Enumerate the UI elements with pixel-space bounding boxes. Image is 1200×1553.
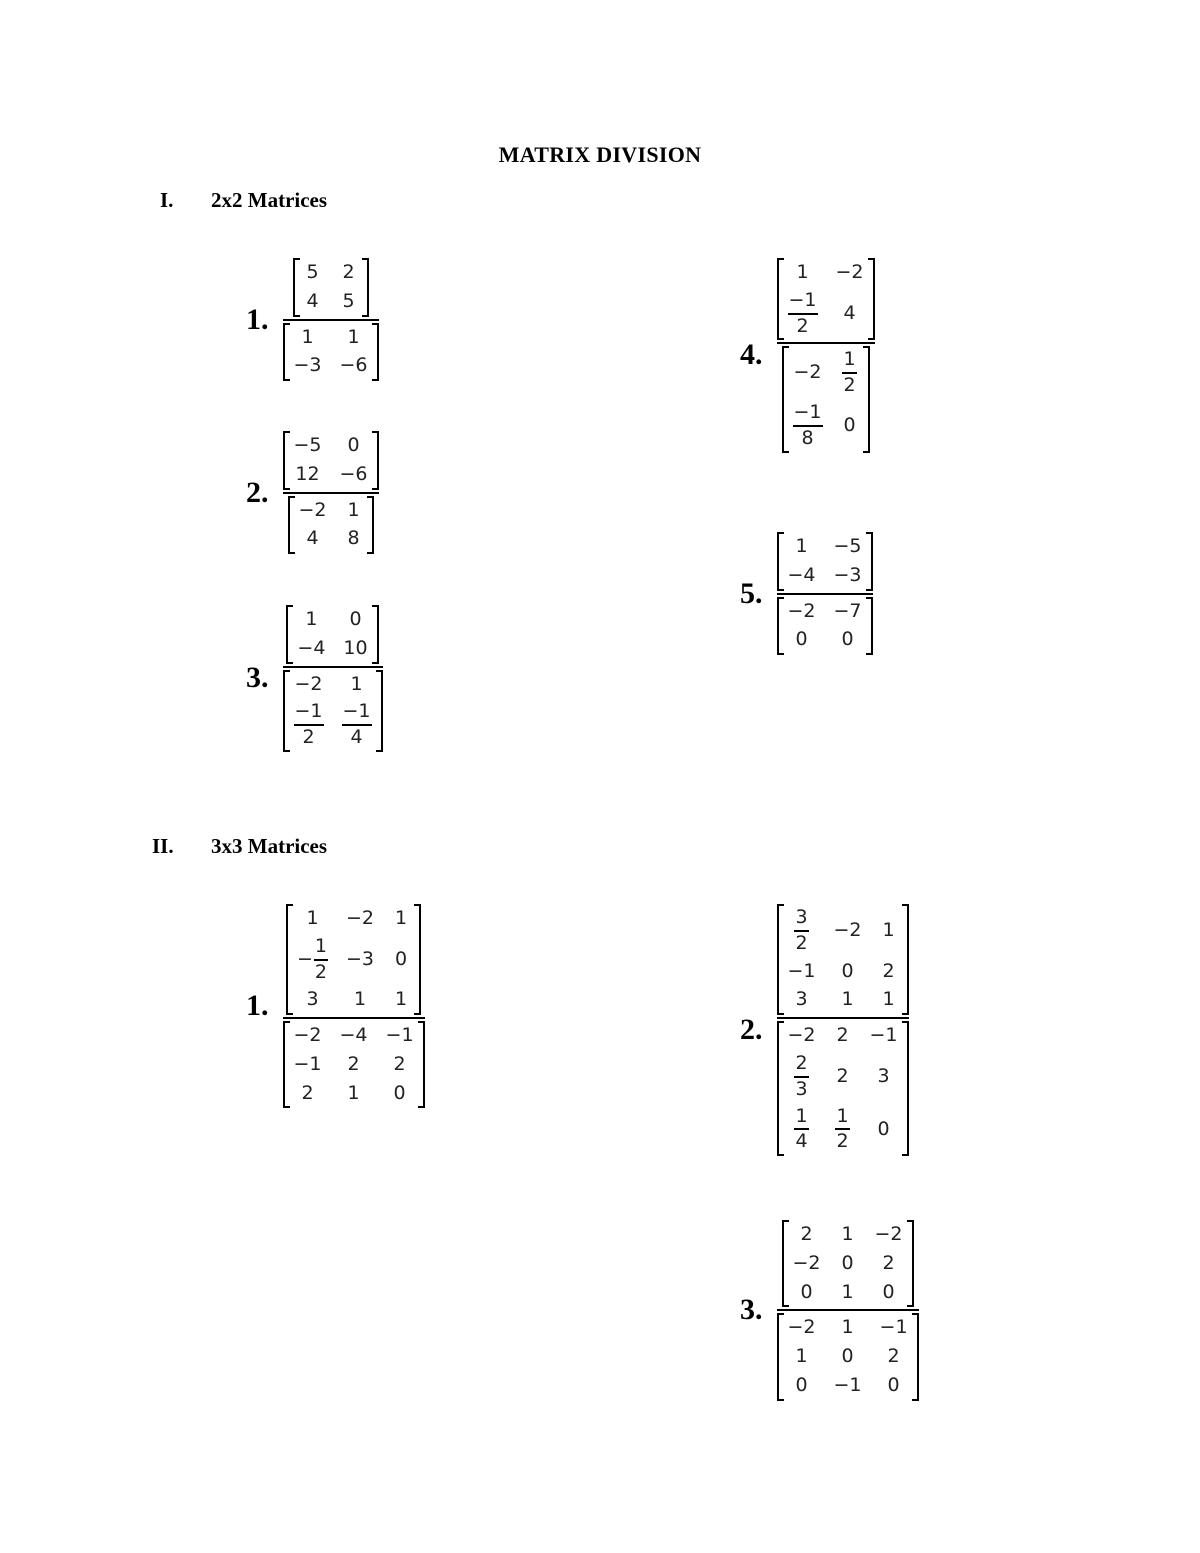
fraction-denominator: 2 [836,1130,849,1153]
matrix-problem [740,904,909,1156]
matrix-cell: −2 [346,907,375,929]
matrix-cell: −5 [833,535,862,557]
matrix-grid [290,670,376,752]
matrix-cell: 0 [877,1117,890,1140]
matrix-cell: −4 [339,1024,368,1047]
minus-sign: − [297,947,313,970]
matrix-cell: 1 [841,1280,854,1303]
matrix-cell: 1 [796,261,809,283]
matrix-grid [300,258,362,317]
matrix-cell: −3 [293,354,322,377]
matrix-grid [789,346,863,452]
matrix-grid [784,258,868,340]
fraction-denominator: 8 [801,426,814,449]
matrix-cell: 1 [394,988,408,1011]
matrix-cell: 2 [887,1345,900,1367]
matrix-cell: −2 [833,918,862,941]
fraction-numerator: 3 [795,906,808,928]
fraction-denominator: 3 [795,1077,808,1100]
matrix-grid [290,431,372,490]
matrix-cell: 0 [393,1081,406,1104]
matrix-cell: 1 [394,907,408,929]
matrix-cell: 1 [882,918,895,941]
matrix-cell: 0 [841,959,854,982]
right-bracket [367,496,374,555]
matrix-cell: 1 [795,535,808,557]
problem-number: 3. [246,661,269,695]
matrix-cell: 2 [800,1223,813,1245]
fraction [794,1053,808,1101]
left-bracket [288,496,295,555]
fraction-numerator: 2 [795,1051,808,1074]
division-bar [777,1017,909,1019]
matrix-cell: −2 [298,498,327,521]
matrix-cell: 4 [843,301,856,324]
matrix-cell: −2 [792,1251,821,1274]
matrix-problem [246,904,425,1108]
matrix-problem [246,431,379,554]
matrix-cell: 1 [347,498,360,521]
matrix-cell: 1 [306,907,319,929]
fraction [342,701,372,749]
left-bracket [283,670,290,752]
matrix-cell: −2 [787,1024,816,1047]
denominator-matrix [782,346,870,452]
matrix-cell [834,1106,852,1154]
left-bracket [777,258,784,340]
problem-number: 5. [740,576,763,610]
right-bracket [414,904,421,1015]
matrix-cell: 1 [301,325,314,348]
matrix-cell [793,1053,811,1101]
matrix-cell: 0 [841,1345,854,1367]
matrix-cell: 12 [295,462,320,485]
matrix-cell [788,290,818,338]
right-bracket [372,431,379,490]
matrix-grid [784,1021,902,1156]
right-bracket [362,258,369,317]
fraction-denominator: 2 [843,374,856,397]
division-bar [283,319,379,321]
matrix-fraction [283,258,379,381]
matrix-cell: −2 [787,1316,816,1339]
fraction [294,701,324,749]
denominator-matrix [777,1021,909,1156]
matrix-problem [246,605,383,752]
matrix-grid [784,1313,912,1400]
division-bar [283,1017,425,1019]
matrix-cell: 0 [349,608,362,630]
right-bracket [418,1021,425,1108]
matrix-cell: 0 [882,1280,895,1303]
matrix-cell: −2 [294,672,323,695]
numerator-matrix [283,431,379,490]
problem-number: 2. [246,475,269,509]
problem-number: 2. [740,1013,763,1047]
matrix-grid [784,904,902,1015]
matrix-cell: −1 [879,1316,908,1339]
matrix-cell: 2 [301,1081,314,1104]
left-bracket [782,346,789,452]
matrix-cell: −1 [385,1024,414,1047]
matrix-cell: 1 [841,988,854,1011]
matrix-cell: 0 [795,628,808,651]
numerator-matrix [782,1220,914,1307]
matrix-cell: −2 [293,1024,322,1047]
matrix-cell: −2 [793,361,822,384]
fraction-numerator: −1 [294,700,323,723]
matrix-grid [784,597,866,656]
matrix-cell: 1 [305,608,318,630]
matrix-grid [293,904,414,1015]
left-bracket [293,258,300,317]
matrix-cell: −3 [346,947,375,970]
matrix-cell: 1 [353,988,367,1011]
problem-number: 3. [740,1293,763,1327]
matrix-grid [290,1021,418,1108]
fraction-denominator: 2 [302,726,315,749]
section-number: I. [160,188,174,212]
matrix-problem [246,258,379,381]
matrix-cell: −2 [787,599,816,622]
fraction [794,1106,808,1154]
matrix-cell: −1 [833,1373,862,1396]
matrix-cell: 1 [347,1081,360,1104]
matrix-cell: 0 [841,628,854,651]
left-bracket [286,605,293,664]
matrix-cell: 0 [800,1280,813,1303]
left-bracket [777,1021,784,1156]
numerator-matrix [293,258,369,317]
matrix-fraction [777,1220,919,1401]
matrix-cell: 1 [841,1223,854,1245]
matrix-cell: −3 [833,563,862,586]
matrix-cell: 0 [887,1373,900,1396]
right-bracket [868,258,875,340]
matrix-problem [740,532,873,655]
matrix-cell [793,1106,811,1154]
fraction [794,907,808,955]
left-bracket [782,1220,789,1307]
matrix-cell: 5 [306,261,319,283]
matrix-fraction [283,904,425,1108]
matrix-cell [342,701,372,749]
matrix-cell: 1 [882,988,895,1011]
problem-number: 4. [740,338,763,372]
denominator-matrix [777,597,873,656]
matrix-cell: −7 [833,599,862,622]
fraction-denominator: 2 [796,314,809,337]
matrix-cell: 3 [306,988,319,1011]
matrix-cell: −5 [293,434,322,456]
matrix-cell [294,701,324,749]
right-bracket [907,1220,914,1307]
fraction-denominator: 4 [350,726,363,749]
matrix-cell: −1 [293,1052,322,1075]
matrix-cell: 4 [306,289,319,312]
right-bracket [372,605,379,664]
numerator-matrix [777,258,875,340]
right-bracket [866,532,873,591]
denominator-matrix [283,1021,425,1108]
denominator-matrix [283,323,379,382]
division-bar [777,342,875,344]
matrix-cell: 1 [347,325,360,348]
fraction [314,936,328,984]
matrix-cell: 0 [843,414,856,437]
matrix-cell: 10 [343,636,368,659]
fraction-numerator: −1 [788,288,817,311]
right-bracket [902,1021,909,1156]
fraction-numerator: 1 [843,348,856,371]
matrix-problem [740,1220,919,1401]
matrix-grid [290,323,372,382]
matrix-cell: 2 [836,1024,849,1047]
matrix-grid [293,605,371,664]
right-bracket [372,323,379,382]
matrix-cell: −2 [874,1223,903,1245]
matrix-cell: −6 [339,354,368,377]
denominator-matrix [288,496,374,555]
matrix-cell: −2 [835,261,864,283]
fraction [793,402,823,450]
matrix-grid [295,496,367,555]
matrix-cell: 8 [347,527,360,550]
matrix-cell: 0 [347,434,360,456]
fraction-denominator: 4 [795,1130,808,1153]
matrix-cell: 3 [877,1064,890,1087]
fraction-numerator: 1 [314,934,328,957]
fraction-denominator: 2 [314,960,328,983]
section-title: 2x2 Matrices [211,188,328,212]
fraction-denominator: 2 [795,931,808,954]
fraction-numerator: −1 [342,700,371,723]
left-bracket [777,1313,784,1400]
matrix-cell: −4 [297,636,326,659]
denominator-matrix [283,670,383,752]
left-bracket [283,1021,290,1108]
matrix-cell: 2 [393,1052,406,1075]
matrix-cell: 1 [841,1316,854,1339]
matrix-fraction [777,904,909,1156]
matrix-fraction [283,605,383,752]
matrix-grid [789,1220,907,1307]
matrix-cell [841,349,859,397]
right-bracket [912,1313,919,1400]
matrix-cell: 0 [841,1251,854,1274]
fraction-numerator: 1 [795,1104,808,1127]
matrix-fraction [283,431,379,554]
matrix-cell [793,402,823,450]
matrix-cell: 2 [882,959,895,982]
denominator-matrix [777,1313,919,1400]
left-bracket [777,532,784,591]
fraction [835,1106,849,1154]
matrix-fraction [777,532,873,655]
fraction-numerator: −1 [793,401,822,424]
problem-number: 1. [246,989,269,1023]
page-title: MATRIX DIVISION [498,142,702,167]
matrix-cell: 0 [795,1373,808,1396]
division-bar [777,1309,919,1311]
left-bracket [777,597,784,656]
left-bracket [286,904,293,1015]
problem-number: 1. [246,302,269,336]
right-bracket [863,346,870,452]
numerator-matrix [286,904,421,1015]
numerator-matrix [777,532,873,591]
matrix-cell [297,936,328,984]
matrix-cell: 1 [795,1345,808,1367]
fraction [788,290,818,338]
left-bracket [777,904,784,1015]
matrix-cell: 2 [347,1052,360,1075]
matrix-problem [740,258,875,453]
matrix-cell: 2 [882,1251,895,1274]
matrix-cell [793,907,811,955]
matrix-cell: 5 [342,289,355,312]
division-bar [283,666,383,668]
fraction [842,349,856,397]
numerator-matrix [286,605,378,664]
left-bracket [283,431,290,490]
matrix-grid [784,532,866,591]
matrix-cell: 0 [394,947,408,970]
right-bracket [866,597,873,656]
matrix-cell: −1 [787,959,816,982]
section-number: II. [152,834,174,858]
matrix-cell: 2 [836,1064,849,1087]
matrix-cell: 4 [306,527,319,550]
matrix-cell: −1 [869,1024,898,1047]
left-bracket [283,323,290,382]
fraction-numerator: 1 [836,1104,849,1127]
division-bar [777,593,873,595]
matrix-cell: 2 [342,261,355,283]
numerator-matrix [777,904,909,1015]
right-bracket [902,904,909,1015]
division-bar [283,492,379,494]
matrix-cell: −4 [787,563,816,586]
right-bracket [376,670,383,752]
matrix-cell: 3 [795,988,808,1011]
matrix-cell: −6 [339,462,368,485]
matrix-fraction [777,258,875,453]
section-title: 3x3 Matrices [211,834,328,858]
matrix-cell: 1 [350,672,363,695]
